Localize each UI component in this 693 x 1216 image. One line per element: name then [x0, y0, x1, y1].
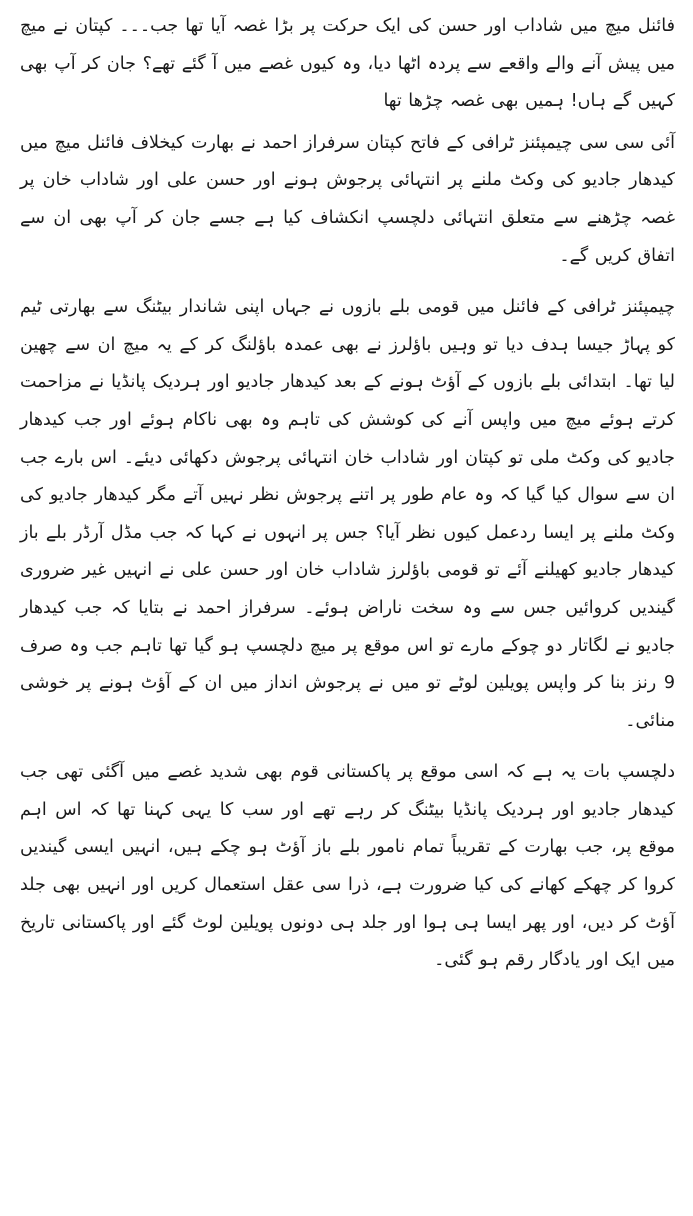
article-intro-paragraph: آئی سی سی چیمپئنز ٹرافی کے فاتح کپتان سرفراز احمد نے بھارت کیخلاف فائنل میچ میں کیدھار جادیو کی وکٹ ملنے پر انتہائی پرجوش ہونے اور حسن علی اور شاداب خان پر غصہ چڑھنے سے متعلق انتہائی دلچسپ انکشاف کیا ہے جسے جان کر آپ بھی ان سے اتفاق کریں گے۔: [20, 132, 675, 266]
article-closing-paragraph: دلچسپ بات یہ ہے کہ اسی موقع پر پاکستانی قوم بھی شدید غصے میں آگئی تھی جب کیدھار جادیو اور ہردیک پانڈیا بیٹنگ کر رہے تھے اور سب کا یہی کہنا تھا کہ اس اہم موقع پر، جب بھارت کے تقریباً تمام نامور بلے باز آؤٹ ہو چکے ہیں، انہیں ایسی گیندیں کروا کر چھکے کھانے کی کیا ضرورت ہے، ذرا سی عقل استعمال کریں اور انہیں بھی جلد آؤٹ کر دیں، اور پھر ایسا ہی ہوا اور جلد ہی دونوں پویلین لوٹ گئے اور پاکستانی تاریخ میں ایک اور یادگار رقم ہو گئی۔: [20, 762, 675, 971]
article-headline-paragraph: فائنل میچ میں شاداب اور حسن کی ایک حرکت پر بڑا غصہ آیا تھا جب۔۔۔ کپتان نے میچ میں پیش آنے والے واقعے سے پردہ اٹھا دیا، وہ کیوں غصے میں آ گئے تھے؟ جان کر آپ بھی کہیں گے ہاں! ہمیں بھی غصہ چڑھا تھا: [20, 16, 675, 112]
article-main-paragraph: چیمپئنز ٹرافی کے فائنل میں قومی بلے بازوں نے جہاں اپنی شاندار بیٹنگ سے بھارتی ٹیم کو پہاڑ جیسا ہدف دیا تو وہیں باؤلرز نے بھی عمدہ باؤلنگ کر کے یہ میچ ان سے چھین لیا تھا۔ ابتدائی بلے بازوں کے آؤٹ ہونے کے بعد کیدھار جادیو اور ہردیک پانڈیا نے مزاحمت کرتے ہوئے میچ میں واپس آنے کی کوشش کی تاہم وہ بھی ناکام ہوئے اور جب کیدھار جادیو کی وکٹ ملی تو کپتان اور شاداب خان انتہائی پرجوش دکھائی دیئے۔ اس بارے جب ان سے سوال کیا گیا کہ وہ عام طور پر اتنے پرجوش نظر نہیں آتے مگر کیدھار جادیو کی وکٹ ملنے پر ایسا ردعمل کیوں نظر آیا؟ جس پر انہوں نے کہا کہ جب مڈل آرڈر بلے باز کیدھار جادیو کھیلنے آئے تو قومی باؤلرز شاداب خان اور حسن علی نے انہیں غیر ضروری گیندیں کروائیں جس سے وہ سخت ناراض ہوئے۔ سرفراز احمد نے بتایا کہ جب کیدھار جادیو نے لگاتار دو چوکے مارے تو اس موقع پر میچ دلچسپ ہو گیا تھا تاہم جب وہ صرف 9 رنز بنا کر واپس پویلین لوٹے تو میں نے پرجوش انداز میں ان کے آؤٹ ہونے پر خوشی منائی۔: [20, 297, 675, 731]
